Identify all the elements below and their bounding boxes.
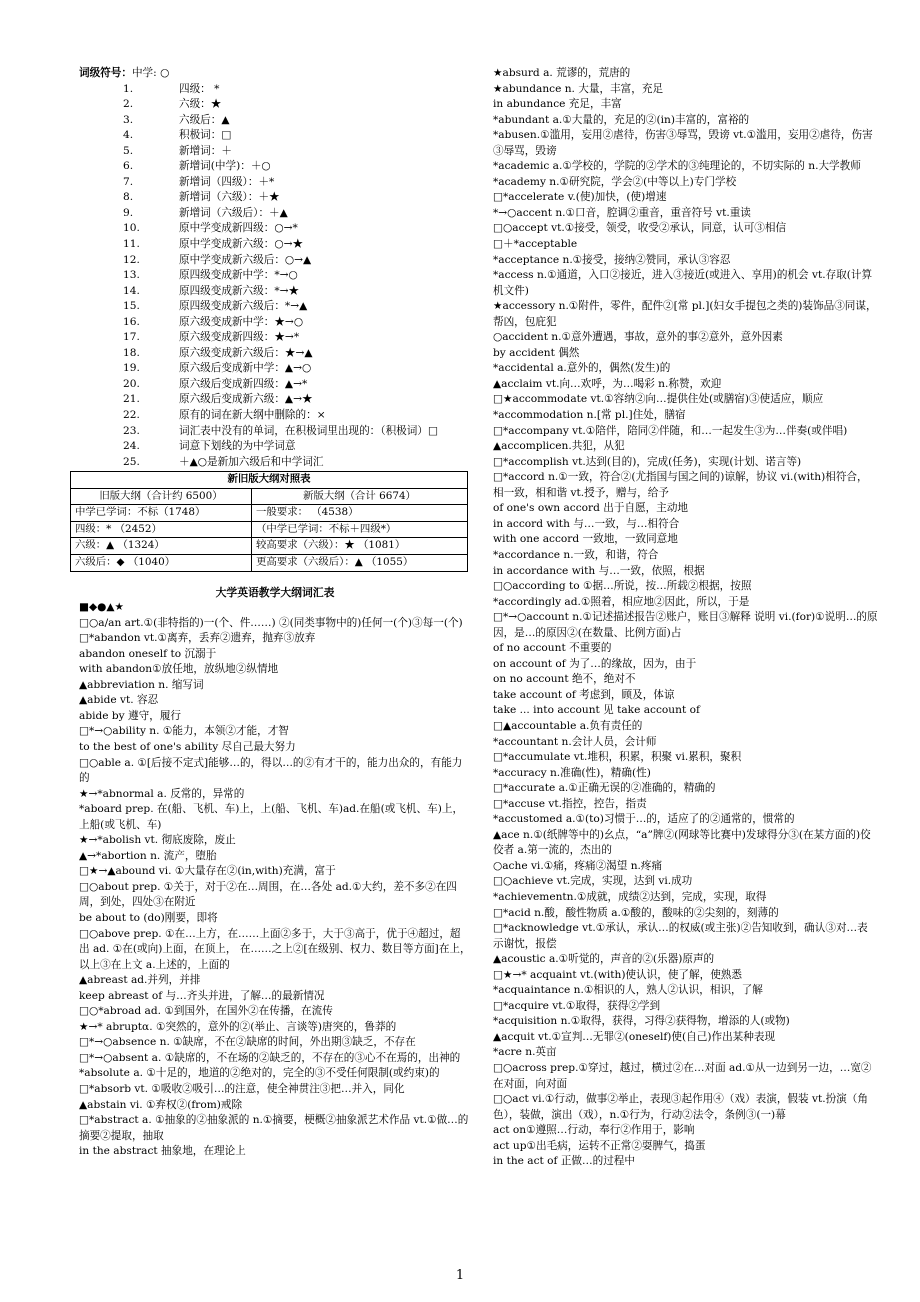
legend-item-number: 9. [123, 206, 134, 219]
dictionary-entry: *accordance n.一致，和谐，符合 [493, 548, 659, 561]
dictionary-entry: take account of 考虑到，顾及，体谅 [493, 688, 675, 701]
dictionary-entry: ▲abreast ad.并列，并排 [79, 974, 201, 987]
legend-item-number: 7. [123, 175, 134, 188]
dictionary-entry: *access n.①通道，入口②接近，进入③接近(或进入、享用)的机会 vt.存取(计算机文件) [493, 269, 873, 297]
dictionary-entry: in the abstract 抽象地，在理论上 [79, 1145, 246, 1158]
legend-item-number: 16. [123, 315, 140, 328]
legend-item-number: 11. [123, 238, 140, 251]
dictionary-entry: ▲abstain vi. ①弃权②(from)戒除 [79, 1098, 243, 1111]
dictionary-entry: on no account 绝不，绝对不 [493, 673, 636, 686]
legend-item-number: 5. [123, 144, 134, 157]
dictionary-entry: □○achieve vt.完成，实现，达到 vi.成功 [493, 875, 693, 888]
dictionary-entry: □*accomplish vt.达到(目的)，完成(任务)，实现(计划、诺言等) [493, 455, 802, 468]
dictionary-entry: ★→*abnormal a. 反常的，异常的 [79, 787, 245, 800]
right-entry-list [493, 66, 878, 1170]
dictionary-entry: □*accelerate v.(使)加快，(使)增速 [493, 191, 667, 204]
dictionary-entry: of one's own accord 出于自愿，主动地 [493, 502, 689, 515]
legend-item [79, 299, 471, 315]
legend-item [79, 408, 471, 424]
legend-item-number: 1. [123, 82, 134, 95]
dictionary-entry: *academic a.①学校的，学院的②学术的③纯理论的，不切实际的 n.大学教师 [493, 160, 861, 173]
legend-item-number: 25. [123, 455, 140, 468]
dictionary-entry: □*→○absent a. ①缺席的，不在场的②缺乏的，不存在的③心不在焉的，出神的 [79, 1051, 461, 1064]
legend-list [79, 82, 471, 471]
table-cell: 四级：* （2452） [71, 521, 252, 538]
legend-item-text: 六级：★ [179, 98, 222, 111]
dictionary-entry: *accustomed a.①(to)习惯于…的，适应了的②通常的，惯常的 [493, 813, 795, 826]
dictionary-entry: □○above prep. ①在…上方，在……上面②多于，大于③高于，优于④超过，超出 ad. ①在(或向)上面，在顶上， 在……之上②[在级别、权力、数目等方面]在上，以上③在上文 a.上述的，上面的 [79, 927, 471, 971]
legend-item-text: 积极词：□ [179, 129, 232, 142]
dictionary-entry: by accident 偶然 [493, 346, 580, 359]
legend-item-text: 原有的词在新大纲中删除的：× [179, 409, 326, 422]
dictionary-entry: □○according to ①据…所说，按…所载②根据，按照 [493, 580, 752, 593]
legend-item [79, 190, 471, 206]
legend-item-number: 3. [123, 113, 134, 126]
dictionary-entry: of no account 不重要的 [493, 642, 612, 655]
legend-item-text: 新增词：＋ [179, 144, 232, 157]
legend-item [79, 315, 471, 331]
dictionary-entry: in abundance 充足，丰富 [493, 98, 622, 111]
dictionary-entry: □○act vi.①行动，做事②举止，表现③起作用④（戏）表演，假装 vt.扮演（角色），装做，演出（戏），n.①行为，行动②法令，条例③(一)幕 [493, 1093, 868, 1121]
dictionary-entry: □*→○account n.①记述描述报告②账户，账目③解释 说明 vi.(for)①说明…的原因，是…的原因②(在数量、比例方面)占 [493, 611, 878, 639]
legend-item-text: 原中学变成新六级：○→★ [179, 238, 304, 251]
dictionary-entry: ▲abide vt. 容忍 [79, 694, 159, 707]
legend-item [79, 346, 471, 362]
dictionary-entry: ★→*abolish vt. 彻底废除，废止 [79, 834, 236, 847]
legend-item-number: 22. [123, 409, 140, 422]
dictionary-entry: □★→* acquaint vt.(with)使认识，使了解，使熟悉 [493, 968, 742, 981]
dictionary-entry: □○across prep.①穿过，越过，横过②在…对面 ad.①从一边到另一边，…宽②在对面，向对面 [493, 1062, 872, 1090]
dictionary-entry: □*acknowledge vt.①承认，承认…的权威(或主张)②告知收到，确认③对…表示谢忱，报偿 [493, 922, 868, 950]
legend-item [79, 206, 471, 222]
table-cell: 六级：▲ （1324） [71, 538, 252, 555]
dictionary-entry: □*acid n.酸，酸性物质 a.①酸的，酸味的②尖刻的，刻薄的 [493, 906, 779, 919]
dictionary-entry: *absolute a. ①十足的，地道的②绝对的，完全的③不受任何限制(或约束)的 [79, 1067, 440, 1080]
dictionary-entry: ■◆●▲★ [79, 601, 125, 614]
dictionary-entry: act on①遵照…行动，奉行②作用于，影响 [493, 1124, 695, 1137]
legend-item-text: ＋▲○是新加六级后和中学词汇 [179, 455, 324, 468]
legend-item-text: 四级： * [179, 82, 220, 95]
legend-item-text: 新增词（六级后）：＋▲ [179, 206, 288, 219]
legend-item [79, 82, 471, 98]
dictionary-entry: □★accommodate vt.①容纳②向…提供住处(或膳宿)③使适应，顺应 [493, 393, 824, 406]
dictionary-entry: □▲accountable a.负有责任的 [493, 719, 643, 732]
dictionary-entry: be about to (do)刚要，即将 [79, 911, 218, 924]
dictionary-entry: in the act of 正做…的过程中 [493, 1155, 635, 1168]
dictionary-entry: *acre n.英亩 [493, 1046, 557, 1059]
dictionary-entry: □○able a. ①[后接不定式]能够…的，得以…的②有才干的，能力出众的，有能力的 [79, 756, 463, 785]
dictionary-entry: with abandon①放任地，放纵地②纵情地 [79, 663, 279, 676]
table-row [71, 505, 468, 522]
dictionary-entry: □*accumulate vt.堆积，积累，积聚 vi.累积，聚积 [493, 751, 742, 764]
legend-item [79, 144, 471, 160]
dictionary-entry: ★absurd a. 荒谬的，荒唐的 [493, 67, 631, 79]
legend-item [79, 361, 471, 377]
page-number: 1 [455, 1268, 465, 1283]
legend-item [79, 330, 471, 346]
dictionary-entry: □○accept vt.①接受，领受，收受②承认，同意，认可③相信 [493, 222, 787, 235]
legend-item-number: 10. [123, 222, 140, 235]
legend-item-number: 12. [123, 253, 140, 266]
dictionary-entry: ○accident n.①意外遭遇，事故，意外的事②意外，意外因素 [493, 331, 783, 344]
dictionary-entry: ▲accomplicen.共犯，从犯 [493, 440, 625, 453]
table-row [71, 538, 468, 555]
legend-item-text: 原四级变成新中学：*→○ [179, 269, 298, 282]
legend-item-number: 15. [123, 300, 140, 313]
legend-item [79, 237, 471, 253]
legend-item [79, 128, 471, 144]
dictionary-entry: ▲acquit vt.①宣判…无罪②(oneself)使(自己)作出某种表现 [493, 1030, 776, 1043]
table-header-old: 旧版大纲（合计约 6500） [71, 488, 252, 505]
legend-item-number: 6. [123, 160, 134, 173]
dictionary-entry: ★→* abruptα. ①突然的，意外的②(举止、言谈等)唐突的，鲁莽的 [79, 1020, 397, 1033]
dictionary-entry: □*accord n.①一致，符合②(尤指国与国之间的)谅解，协议 vi.(with)相符合，相一致，相和谐 vt.授予，赠与，给予 [493, 471, 868, 499]
dictionary-entry: act up①出毛病，运转不正常②耍脾气，捣蛋 [493, 1139, 706, 1152]
dictionary-entry: abandon oneself to 沉溺于 [79, 647, 217, 660]
legend-item-text: 原六级变成新四级：★→* [179, 331, 300, 344]
legend-item-number: 18. [123, 346, 140, 359]
legend-item-text: 原六级变成新中学：★→○ [179, 315, 304, 328]
legend-item-text: 原六级后变成新中学：▲→○ [179, 362, 312, 375]
legend-item-text: 原六级后变成新四级：▲→* [179, 377, 308, 390]
legend-item-text: 词汇表中没有的单词，在积极词里出现的：（积极词）□ [179, 424, 438, 437]
legend-first-item: 中学: ○ [131, 67, 170, 79]
dictionary-entry: □*accuse vt.指控，控告，指责 [493, 797, 647, 810]
legend-item-number: 4. [123, 129, 134, 142]
dictionary-entry: *academy n.①研究院，学会②(中等以上)专门学校 [493, 175, 737, 188]
dictionary-entry: *abundant a.①大量的，充足的②(in)丰富的，富裕的 [493, 113, 750, 126]
legend-title: 词级符号： [79, 67, 132, 79]
dictionary-entry: in accord with 与…一致，与…相符合 [493, 517, 680, 530]
legend-header [79, 66, 471, 82]
legend-item [79, 175, 471, 191]
dictionary-entry: with one accord 一致地，一致同意地 [493, 533, 678, 546]
dictionary-entry: *acquisition n.①取得，获得，习得②获得物，增添的人(或物) [493, 1015, 790, 1028]
dictionary-entry: *accidental a.意外的，偶然(发生)的 [493, 362, 671, 375]
legend-item [79, 113, 471, 129]
dictionary-entry: *accordingly ad.①照着，相应地②因此，所以，于是 [493, 595, 750, 608]
table-cell: 一般要求： （4538） [252, 505, 468, 522]
dictionary-entry: □○*abroad ad. ①到国外，在国外②在传播，在流传 [79, 1005, 333, 1018]
legend-item-text: 新增词（四级）：＋* [179, 175, 275, 188]
table-cell: （中学已学词：不标＋四级*） [252, 521, 468, 538]
legend-item-text: 词意下划线的为中学词意 [179, 440, 296, 453]
legend-item-text: 原六级后变成新六级：▲→★ [179, 393, 313, 406]
dictionary-entry: ▲acclaim vt.向…欢呼，为…喝彩 n.称赞，欢迎 [493, 377, 722, 390]
dictionary-entry: *acceptance n.①接受，接纳②赞同，承认③容忍 [493, 253, 731, 266]
legend-item [79, 284, 471, 300]
dictionary-entry: ★abundance n. 大量，丰富，充足 [493, 82, 664, 95]
legend-item-text: 原四级变成新六级：*→★ [179, 284, 300, 297]
dictionary-entry: to the best of one's ability 尽自己最大努力 [79, 740, 296, 753]
right-column [493, 66, 878, 1170]
dictionary-entry: □*accompany vt.①陪伴，陪同②伴随，和…一起发生③为…伴奏(或伴唱) [493, 424, 848, 437]
table-caption: 新旧版大纲对照表 [71, 472, 468, 489]
legend-item-number: 13. [123, 269, 140, 282]
dictionary-entry: keep abreast of 与…齐头并进，了解…的最新情况 [79, 989, 325, 1002]
dictionary-entry: *accountant n.会计人员，会计师 [493, 735, 657, 748]
dictionary-entry: □★→▲abound vi. ①大量存在②(in,with)充满，富于 [79, 865, 336, 878]
legend-item-number: 19. [123, 362, 140, 375]
dictionary-entry: ○ache vi.①痛，疼痛②渴望 n.疼痛 [493, 859, 663, 872]
dictionary-entry: □*→○ability n. ①能力，本领②才能，才智 [79, 725, 289, 738]
dictionary-entry: ▲abbreviation n. 缩写词 [79, 678, 204, 691]
legend-item-number: 14. [123, 284, 140, 297]
dictionary-entry: □*acquire vt.①取得，获得②学到 [493, 999, 661, 1012]
legend-item-text: 原中学变成新四级：○→* [179, 222, 298, 235]
left-column [75, 66, 471, 1160]
table-header-new: 新版大纲（合计 6674） [252, 488, 468, 505]
legend-item-text: 六级后：▲ [179, 113, 230, 126]
legend-item-text: 新增词（六级）：＋★ [179, 191, 280, 204]
table-row [71, 521, 468, 538]
dictionary-entry: *accommodation n.[常 pl.]住处，膳宿 [493, 409, 686, 422]
legend-item [79, 159, 471, 175]
vocabulary-title: 大学英语教学大纲词汇表 [215, 585, 335, 599]
legend-item [79, 377, 471, 393]
comparison-table [70, 471, 468, 571]
table-row [71, 554, 468, 571]
dictionary-entry: *→○accent n.①口音，腔调②重音，重音符号 vt.重读 [493, 206, 751, 219]
dictionary-entry: □*abstract a. ①抽象的②抽象派的 n.①摘要，梗概②抽象派艺术作品 vt.①做…的摘要②提取，抽取 [79, 1114, 469, 1142]
legend-item-number: 20. [123, 377, 140, 390]
legend-item [79, 439, 471, 455]
dictionary-entry: □＋*acceptable [493, 238, 578, 251]
legend-item-number: 23. [123, 424, 140, 437]
dictionary-entry: □○a/an art.①(非特指的)一(个、件……) ②(同类事物中的)任何一(个)③每一(个) [79, 616, 463, 629]
dictionary-entry: take ... into account 见 take account of [493, 704, 700, 717]
dictionary-entry: on account of 为了…的缘故，因为，由于 [493, 657, 697, 670]
dictionary-entry: □○about prep. ①关于，对于②在…周围，在…各处 ad.①大约，差不多②在四周，到处，四处③在附近 [79, 880, 457, 909]
dictionary-entry: □*→○absence n. ①缺席，不在②缺席的时间，外出期③缺乏，不存在 [79, 1036, 416, 1049]
legend-item [79, 253, 471, 269]
legend-item [79, 268, 471, 284]
legend-item [79, 392, 471, 408]
legend-item-text: 原六级变成新六级后：★→▲ [179, 346, 313, 359]
dictionary-entry: □*accurate a.①正确无误的②准确的，精确的 [493, 782, 716, 795]
dictionary-entry: ▲acoustic a.①听觉的，声音的②(乐器)原声的 [493, 953, 715, 966]
dictionary-entry: *acquaintance n.①相识的人，熟人②认识，相识，了解 [493, 984, 763, 997]
dictionary-entry: *accuracy n.准确(性)，精确(性) [493, 766, 651, 779]
dictionary-entry: *achievementn.①成就，成绩②达到，完成，实现，取得 [493, 890, 767, 903]
dictionary-entry: □*absorb vt. ①吸收②吸引…的注意，使全神贯注③把…并入，同化 [79, 1083, 405, 1095]
dictionary-entry: ▲→*abortion n. 流产，堕胎 [79, 849, 217, 862]
dictionary-entry: ▲ace n.①(纸牌等中的)幺点，“a”牌②(网球等比赛中)发球得分③(在某方面的)佼佼者 a.第一流的，杰出的 [493, 828, 871, 857]
legend-item-number: 8. [123, 191, 134, 204]
legend-item [79, 455, 471, 471]
dictionary-entry: abide by 遵守，履行 [79, 709, 182, 722]
dictionary-entry: *aboard prep. 在(船、飞机、车)上，上(船、飞机、车)ad.在船(或飞机、车)上，上船(或飞机、车) [79, 803, 464, 831]
legend-item-number: 17. [123, 331, 140, 344]
dictionary-entry: *abusen.①滥用，妄用②虐待，伤害③辱骂，毁谤 vt.①滥用，妄用②虐待，伤害③辱骂，毁谤 [493, 129, 873, 157]
legend-item [79, 97, 471, 113]
table-cell: 六级后：◆ （1040） [71, 554, 252, 571]
legend-item-text: 新增词(中学)：＋○ [179, 160, 271, 173]
legend-item-text: 原四级变成新六级后：*→▲ [179, 300, 308, 313]
left-entry-list [79, 600, 471, 1160]
table-cell: 中学已学词：不标（1748） [71, 505, 252, 522]
dictionary-entry: ★accessory n.①附件，零件，配件②[常 pl.](妇女手提包之类的)装饰品③同谋，帮凶，包庇犯 [493, 300, 877, 328]
legend-item [79, 424, 471, 440]
legend-item-text: 原中学变成新六级后：○→▲ [179, 253, 312, 266]
dictionary-entry: in accordance with 与…一致，依照，根据 [493, 564, 705, 577]
legend-item-number: 2. [123, 98, 134, 111]
legend-item-number: 24. [123, 440, 140, 453]
dictionary-entry: □*abandon vt.①离弃，丢弃②遗弃，抛弃③放弃 [79, 632, 316, 645]
legend-item-number: 21. [123, 393, 140, 406]
legend-item [79, 221, 471, 237]
table-cell: 更高要求（六级后）：▲ （1055） [252, 554, 468, 571]
table-cell: 较高要求（六级）：★ （1081） [252, 538, 468, 555]
